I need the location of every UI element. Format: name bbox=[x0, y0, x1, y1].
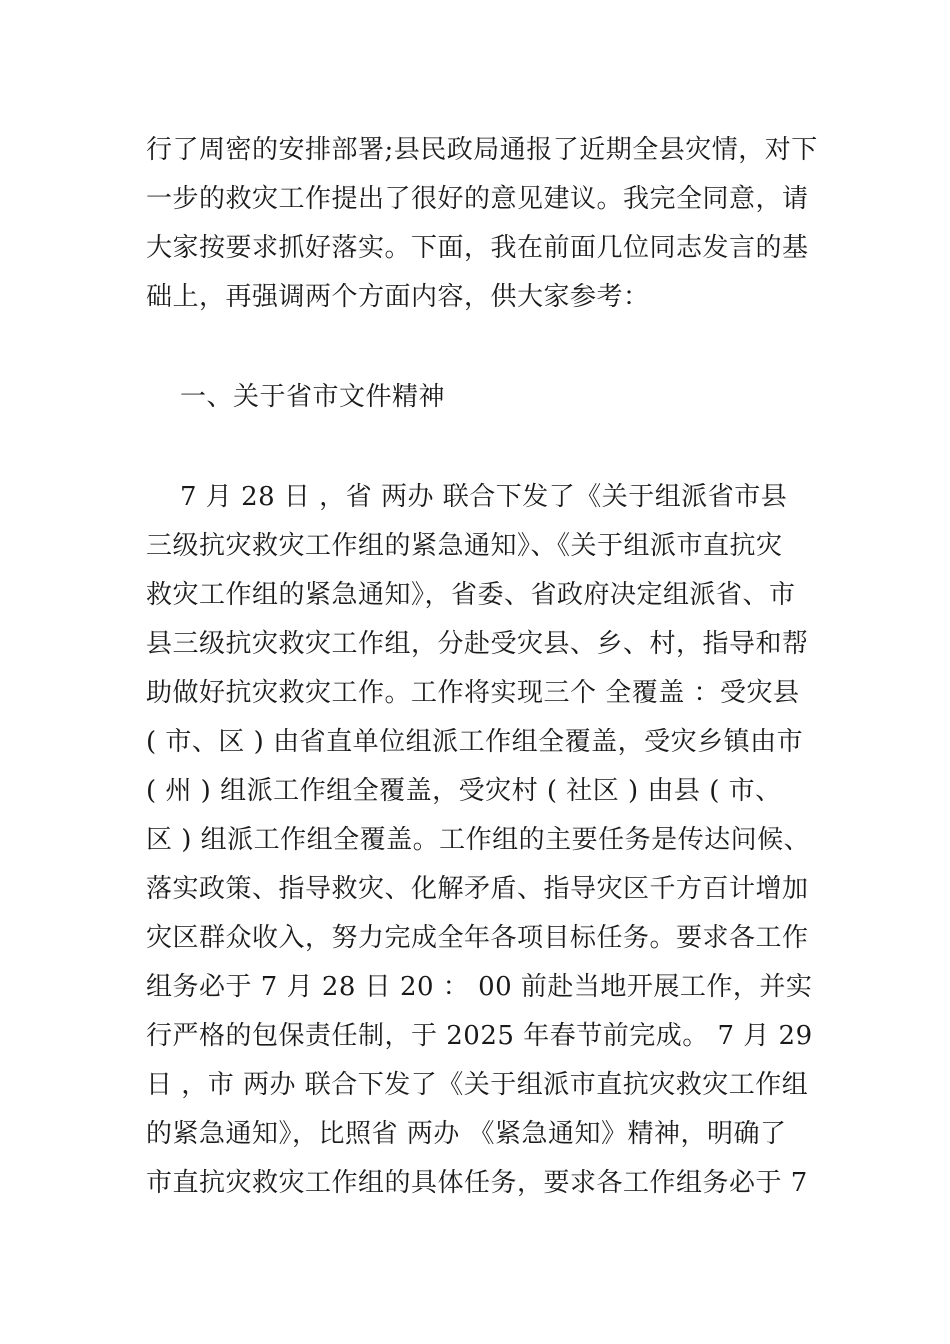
body-line: 三级抗灾救灾工作组的紧急通知》、《关于组派市直抗灾 bbox=[146, 531, 783, 561]
body-line: 县三级抗灾救灾工作组，分赴受灾县、乡、村，指导和帮 bbox=[146, 629, 809, 659]
body-line: 落实政策、指导救灾、化解矛盾、指导灾区千方百计增加 bbox=[146, 874, 809, 904]
intro-line: 一步的救灾工作提出了很好的意见建议。我完全同意，请 bbox=[146, 184, 809, 214]
body-line: 区 ) 组派工作组全覆盖。工作组的主要任务是传达问候、 bbox=[146, 825, 811, 855]
intro-line: 大家按要求抓好落实。下面，我在前面几位同志发言的基 bbox=[146, 233, 809, 263]
body-line: 的紧急通知》，比照省 两办 《紧急通知》精神，明确了 bbox=[146, 1119, 787, 1149]
body-line: 行严格的包保责任制，于 2025 年春节前完成。 7 月 29 bbox=[146, 1021, 813, 1051]
body-line: 日 ，市 两办 联合下发了《关于组派市直抗灾救灾工作组 bbox=[146, 1070, 809, 1100]
section-heading: 一、关于省市文件精神 bbox=[180, 382, 446, 412]
body-line: ( 州 ) 组派工作组全覆盖，受灾村 ( 社区 ) 由县 ( 市、 bbox=[146, 776, 782, 806]
body-line: ( 市、区 ) 由省直单位组派工作组全覆盖，受灾乡镇由市 bbox=[146, 727, 804, 757]
body-line: 7 月 28 日 ，省 两办 联合下发了《关于组派省市县 bbox=[180, 482, 788, 512]
body-line: 组务必于 7 月 28 日 20 ： 00 前赴当地开展工作，并实 bbox=[146, 972, 813, 1002]
body-line: 助做好抗灾救灾工作。工作将实现三个 全覆盖 ：受灾县 bbox=[146, 678, 800, 708]
intro-line: 础上，再强调两个方面内容，供大家参考： bbox=[146, 282, 650, 312]
intro-line: 行了周密的安排部署;县民政局通报了近期全县灾情，对下 bbox=[146, 135, 818, 165]
body-line: 市直抗灾救灾工作组的具体任务，要求各工作组务必于 7 bbox=[146, 1168, 808, 1198]
body-line: 灾区群众收入，努力完成全年各项目标任务。要求各工作 bbox=[146, 923, 809, 953]
body-line: 救灾工作组的紧急通知》，省委、省政府决定组派省、市 bbox=[146, 580, 796, 610]
